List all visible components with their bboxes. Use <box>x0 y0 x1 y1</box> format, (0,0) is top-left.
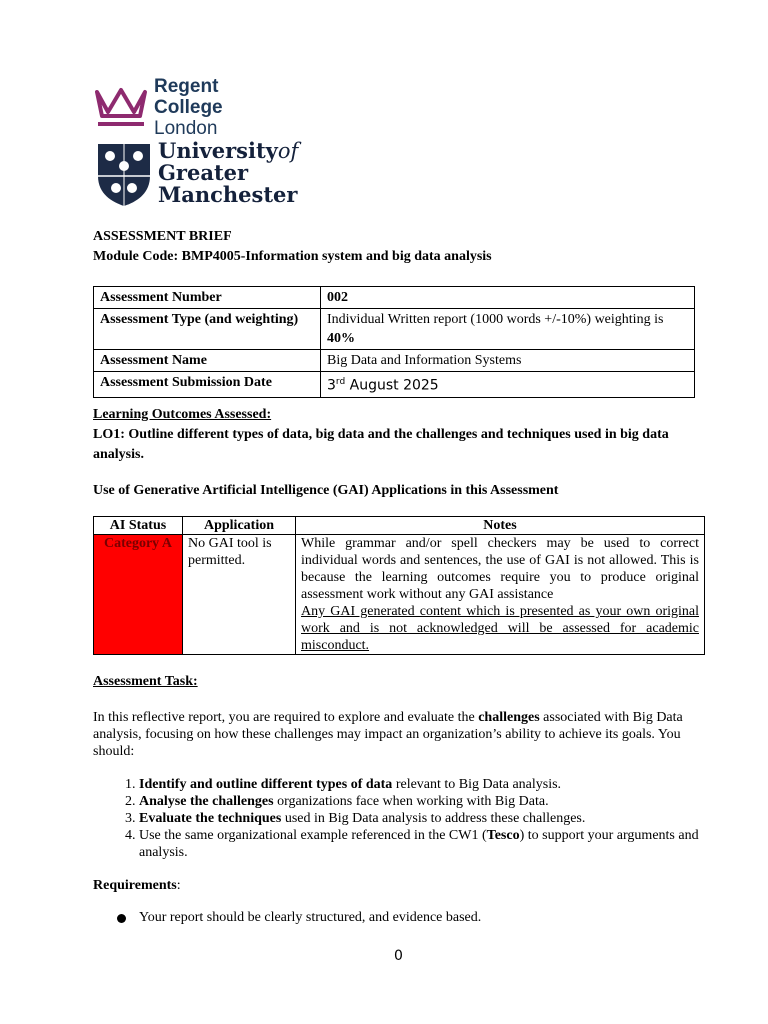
gai-title: Use of Generative Artificial Intelligence (GAI) Applications in this Assessment <box>93 483 559 498</box>
assessment-weighting: 40% <box>327 331 355 346</box>
table-row <box>94 350 695 372</box>
table-row <box>94 535 705 655</box>
notes-misconduct: Any GAI generated content which is presented as your own original work and is not acknowledged will be assessed for academic misconduct. <box>301 604 699 653</box>
requirements-heading <box>93 877 693 894</box>
task-item-bold: Identify and outline different types of data <box>139 777 393 792</box>
regent-line1: Regent <box>154 76 219 97</box>
assessment-type-value <box>321 309 695 350</box>
assessment-brief-title: ASSESSMENT BRIEF <box>93 229 232 244</box>
requirements-title: Requirements <box>93 878 177 893</box>
task-list <box>93 776 719 861</box>
assessment-details-table <box>93 286 695 398</box>
regent-line3: London <box>154 118 218 139</box>
list-item <box>139 827 719 861</box>
task-item-bold: Evaluate the techniques <box>139 811 282 826</box>
shield-icon <box>96 142 152 208</box>
page-number: 0 <box>394 948 403 964</box>
table-row <box>94 372 695 398</box>
assessment-type-label: Assessment Type (and weighting) <box>94 309 321 350</box>
module-code: Module Code: BMP4005-Information system and big data analysis <box>93 249 492 264</box>
task-item-text: ) to support your arguments and analysis. <box>139 828 699 860</box>
lo1-text: LO1: Outline different types of data, big data and the challenges and techniques used in big data analysis. <box>93 427 669 462</box>
notes-cell <box>296 535 705 655</box>
task-item-text: organizations face when working with Big Data. <box>273 794 549 809</box>
regent-college-logo <box>94 76 234 138</box>
notes-text: While grammar and/or spell checkers may be used to correct individual words and sentences, the use of GAI is not allowed. This is because the learning outcomes require you to produce original assessment work without any GAI assistance <box>301 536 699 602</box>
submission-date-value <box>321 372 695 398</box>
list-item <box>139 793 719 810</box>
intro-text-c: associated with Big Data analysis, focusing on how these challenges may impact an organization’s ability to achieve its goals. You should: <box>93 710 683 759</box>
ugm-manchester: Manchester <box>158 182 298 207</box>
assessment-task-title: Assessment Task: <box>93 674 198 689</box>
ugm-greater: Greater <box>158 160 249 185</box>
col-ai-status: AI Status <box>94 517 183 535</box>
task-item-bold: Analyse the challenges <box>139 794 274 809</box>
table-row <box>94 517 705 535</box>
regent-line2: College <box>154 97 223 118</box>
assessment-number-value: 002 <box>321 287 695 309</box>
task-item-pre: Use the same organizational example referenced in the CW1 ( <box>139 828 487 843</box>
list-item <box>139 776 719 793</box>
assessment-type-text: Individual Written report (1000 words +/-10%) weighting is <box>327 312 664 327</box>
task-item-text: used in Big Data analysis to address these challenges. <box>281 811 586 826</box>
ugm-university: University <box>158 138 278 163</box>
date-rest: August 2025 <box>345 377 439 394</box>
requirement-text: Your report should be clearly structured, and evidence based. <box>139 910 482 925</box>
intro-challenges: challenges <box>478 710 540 725</box>
learning-outcomes-title: Learning Outcomes Assessed: <box>93 407 272 422</box>
table-row <box>94 287 695 309</box>
assessment-name-label: Assessment Name <box>94 350 321 372</box>
application-value: No GAI tool is permitted. <box>183 535 296 655</box>
requirements-colon: : <box>176 878 181 893</box>
task-item-bold: Tesco <box>486 828 520 843</box>
gai-table <box>93 516 705 655</box>
ai-status-category: Category A <box>94 535 183 655</box>
date-suffix: rd <box>335 377 346 387</box>
task-intro <box>93 709 693 760</box>
col-application: Application <box>183 517 296 535</box>
submission-date-label: Assessment Submission Date <box>94 372 321 398</box>
assessment-name-value: Big Data and Information Systems <box>321 350 695 372</box>
crown-icon <box>94 86 148 130</box>
col-notes: Notes <box>296 517 705 535</box>
bullet-icon <box>117 914 126 923</box>
ugm-of: of <box>277 139 299 163</box>
university-logo <box>96 140 316 210</box>
assessment-number-label: Assessment Number <box>94 287 321 309</box>
table-row <box>94 309 695 350</box>
list-item <box>139 810 719 827</box>
date-day: 3 <box>327 377 336 394</box>
task-item-text: relevant to Big Data analysis. <box>392 777 562 792</box>
intro-text-a: In this reflective report, you are required to explore and evaluate the <box>93 710 479 725</box>
